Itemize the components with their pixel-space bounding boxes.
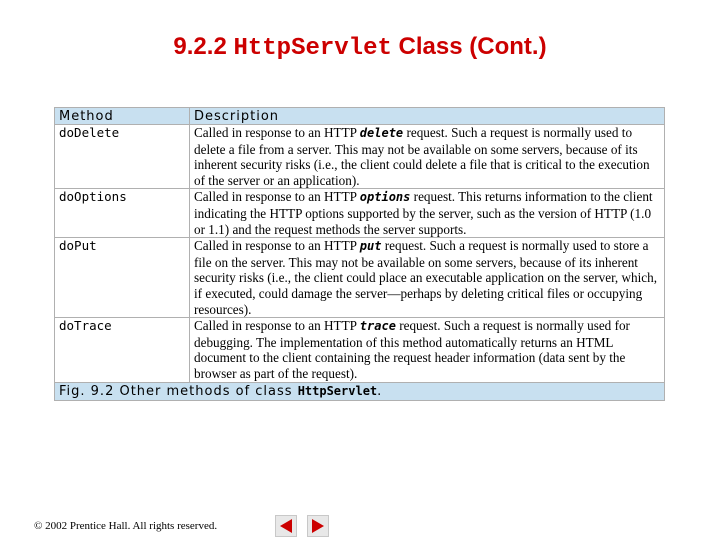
table-row [55,189,665,238]
description-text: request. Such a request is normally used to store a file on the server. This may not be available on some servers, because of its inherent security risks (i.e., the client could place an executable application on the server, which, if executed, could damage the server—perhaps by deleting critical files or occupying resources). [194,238,658,317]
description-text: Called in response to an HTTP [194,125,360,140]
table-caption-row [55,382,665,400]
method-description [190,238,665,318]
description-text: Called in response to an HTTP [194,318,360,334]
method-description [190,189,665,238]
caption-text: Fig. 9.2 Other methods of class [59,383,298,399]
next-slide-button[interactable] [307,515,329,537]
description-text: Called in response to an HTTP [194,189,360,205]
method-name: doTrace [55,318,190,382]
title-code: HttpServlet [233,35,392,62]
caption-code: HttpServlet [297,383,378,398]
table-header-row [55,108,665,125]
http-keyword: put [359,239,382,254]
copyright-notice: © 2002 Prentice Hall. All rights reserved. [34,520,218,532]
title-prefix: 9.2.2 [173,33,234,60]
description-text: request. This returns information to the client indicating the HTTP options supported by the server, such as the version of HTTP (1.0 or 1.1) and the request methods the server supports. [194,189,653,237]
caption-end: . [377,383,383,399]
figure-caption [55,382,665,400]
method-description [190,125,665,189]
method-name: doOptions [55,189,190,238]
description-text: request. Such a request is normally used for debugging. The implementation of this method automatically returns an HTML document to the client containing the request header information (data sent by the browser as part of the request). [194,318,630,381]
header-description: Description [190,108,665,125]
slide-title [0,33,720,62]
previous-slide-button[interactable] [275,515,297,537]
http-keyword: options [359,190,411,205]
title-suffix: Class (Cont.) [391,33,547,60]
description-text: request. Such a request is normally used to delete a file from a server. This may not be available on some servers, because of its inherent security risks (i.e., the client could delete a file that is critical to the execution of the server or an application). [194,125,650,188]
http-keyword: trace [359,319,396,334]
header-method: Method [55,108,190,125]
table-row [55,238,665,318]
next-arrow-icon [308,516,328,536]
table-row [55,318,665,382]
description-text: Called in response to an HTTP [194,238,360,254]
table-row [55,125,665,189]
method-name: doPut [55,238,190,318]
http-keyword: delete [359,126,404,140]
method-description [190,318,665,382]
method-name: doDelete [55,125,190,189]
previous-arrow-icon [276,516,296,536]
methods-table [54,107,665,401]
